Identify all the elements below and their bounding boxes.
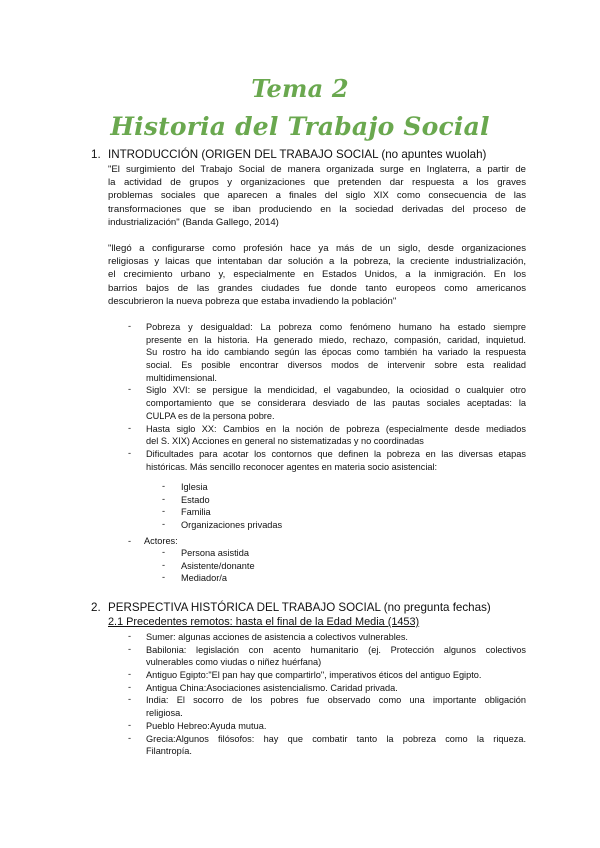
- bullet-dash: -: [128, 719, 132, 730]
- sub-bullet-item: [162, 494, 362, 507]
- sub-bullet-item: [162, 506, 362, 519]
- paragraph-line: "El surgimiento del Trabajo Social de manera organizada surge en Inglaterra, a partir de: [108, 164, 526, 175]
- bullet-line: Filantropía.: [146, 746, 192, 757]
- bullet-line: Dificultades para acotar los contornos que definen la pobreza en las diversas etapas: [146, 448, 526, 459]
- bullet-line: religiosa.: [146, 708, 183, 719]
- bullet-dash: -: [162, 559, 166, 570]
- section-1-heading: INTRODUCCIÓN (ORIGEN DEL TRABAJO SOCIAL (no apuntes wuolah): [108, 148, 487, 161]
- bullet-item: [128, 384, 526, 422]
- sub-bullet-item: [162, 547, 362, 560]
- sub-bullet-item: [162, 519, 362, 532]
- section-1-number: 1.: [91, 148, 101, 161]
- sub-bullet-text: Iglesia: [181, 482, 208, 492]
- bullet-item: [128, 720, 526, 733]
- bullet-line: social. Es posible encontrar diversos modos de intervenir sobre esta realidad: [146, 360, 526, 371]
- paragraph-line: descubrieron la nueva pobreza que estaba invadiendo la población": [108, 295, 397, 307]
- paragraph-line: industrialización" (Banda Gallego, 2014): [108, 216, 279, 228]
- sub-bullet-item: [162, 481, 362, 494]
- bullet-dash: -: [128, 447, 132, 458]
- sub-bullet-text: Familia: [181, 507, 211, 518]
- bullet-line: presente en la historia. Ha generado miedo, rechazo, compasión, caridad, inquietud.: [146, 334, 526, 345]
- sub-bullet-text: Organizaciones privadas: [181, 520, 283, 531]
- bullet-line: Antigua China:Asociaciones asistencialismo. Caridad privada.: [146, 682, 398, 693]
- document-title-number: Tema 2: [251, 74, 349, 103]
- bullet-line: Grecia:Algunos filósofos: hay que combatir tanto la pobreza como la riqueza.: [146, 733, 526, 744]
- agentes-list: [162, 481, 362, 532]
- bullet-line: multidimensional.: [146, 372, 217, 383]
- bullet-dash: -: [128, 321, 132, 331]
- bullet-dash: -: [128, 631, 132, 641]
- bullet-line: Siglo XVI: se persigue la mendicidad, el vagabundeo, la ociosidad o cualquier otro: [146, 385, 526, 396]
- subsection-2-1-heading: 2.1 Precedentes remotos: hasta el final de la Edad Media (1453): [108, 616, 420, 628]
- bullet-line: Babilonia: legislación con acento humanitario (ej. Protección algunos colectivos: [146, 644, 526, 655]
- bullet-item: [128, 321, 526, 384]
- document-title: Historia del Trabajo Social: [110, 112, 490, 141]
- sub-bullet-item: [162, 560, 362, 573]
- bullet-dash: -: [128, 669, 132, 680]
- quote-1: [108, 163, 526, 229]
- bullet-line: del S. XIX) Acciones en general no sistematizadas y no coordinadas: [146, 436, 424, 447]
- bullet-dash: -: [162, 572, 166, 583]
- sub-bullet-text: Estado: [181, 494, 210, 505]
- bullet-line: vulnerables como viudas o niñez huérfana): [146, 657, 322, 668]
- sub-bullet-text: Asistente/donante: [181, 560, 255, 571]
- bullet-line: comportamiento que se considerara desviado de las pautas sociales aceptadas: la: [146, 398, 526, 409]
- bullet-dash: -: [162, 547, 166, 557]
- bullet-dash: -: [128, 384, 132, 395]
- sub-bullet-text: Mediador/a: [181, 573, 227, 584]
- bullet-item: [128, 631, 526, 644]
- bullet-item: [128, 669, 526, 682]
- bullet-item: [128, 694, 526, 719]
- bullet-line: históricas. Más sencillo reconocer agentes en materia socio asistencial:: [146, 461, 438, 472]
- bullet-item: [128, 682, 526, 695]
- section-2-number: 2.: [91, 601, 101, 614]
- bullet-line: Sumer: algunas acciones de asistencia a colectivos vulnerables.: [146, 632, 408, 642]
- paragraph-line: el crecimiento urbano y, especialmente en Estados Unidos, a la inmigración. En los: [108, 269, 526, 281]
- bullet-dash: -: [128, 536, 132, 546]
- paragraph-line: problemas sociales que aparecen a finales del siglo XIX como consecuencia de las: [108, 190, 526, 202]
- actores-list: [162, 547, 362, 585]
- bullet-line: Pobreza y desigualdad: La pobreza como fenómeno humano ha estado siempre: [146, 322, 526, 332]
- section-2-heading: PERSPECTIVA HISTÓRICA DEL TRABAJO SOCIAL (no pregunta fechas): [108, 601, 491, 614]
- bullet-line: CULPA es de la persona pobre.: [146, 410, 275, 421]
- bullet-dash: -: [162, 493, 166, 504]
- sub-bullet-item: [162, 572, 362, 585]
- bullet-line: India: El socorro de los pobres fue observado como una importante obligación: [146, 695, 526, 706]
- bullet-dash: -: [128, 681, 132, 692]
- paragraph-line: la actividad de grupos y organizaciones que pretenden dar respuesta a los graves: [108, 177, 526, 189]
- bullet-dash: -: [128, 643, 132, 654]
- bullet-item: [128, 733, 526, 758]
- bullet-line: Hasta siglo XX: Cambios en la noción de pobreza (especialmente desde mediados: [146, 423, 526, 434]
- paragraph-line: religiosas y laicas que intentaban dar solución a la pobreza, la creciente industrialización,: [108, 256, 526, 268]
- actores-label: Actores:: [144, 536, 178, 546]
- bullet-line: Antiguo Egipto:"El pan hay que compartirlo", imperativos éticos del antiguo Egipto.: [146, 670, 482, 681]
- sub-bullet-text: Persona asistida: [181, 548, 249, 558]
- bullet-line: Su rostro ha ido cambiando según las épocas como también ha variado la respuesta: [146, 347, 526, 358]
- paragraph-line: barrios bajos de las grandes ciudades fue donde tanto europeos como americanos: [108, 282, 526, 294]
- quote-2: [108, 242, 526, 308]
- paragraph-line: "llegó a configurarse como profesión hace ya más de un siglo, desde organizaciones: [108, 243, 526, 254]
- bullet-dash: -: [162, 519, 166, 530]
- bullet-dash: -: [162, 506, 166, 517]
- bullet-dash: -: [128, 694, 132, 705]
- bullet-line: Pueblo Hebreo:Ayuda mutua.: [146, 720, 267, 731]
- bullet-dash: -: [162, 481, 166, 491]
- bullet-dash: -: [128, 732, 132, 743]
- bullet-item: [128, 423, 526, 448]
- bullet-dash: -: [128, 422, 132, 433]
- section-1-bullets: [128, 321, 526, 473]
- section-2-bullets: [128, 631, 526, 758]
- bullet-item: [128, 644, 526, 669]
- paragraph-line: transformaciones que se iban produciendo en la sociedad derivadas del proceso de: [108, 203, 526, 215]
- bullet-item: [128, 448, 526, 473]
